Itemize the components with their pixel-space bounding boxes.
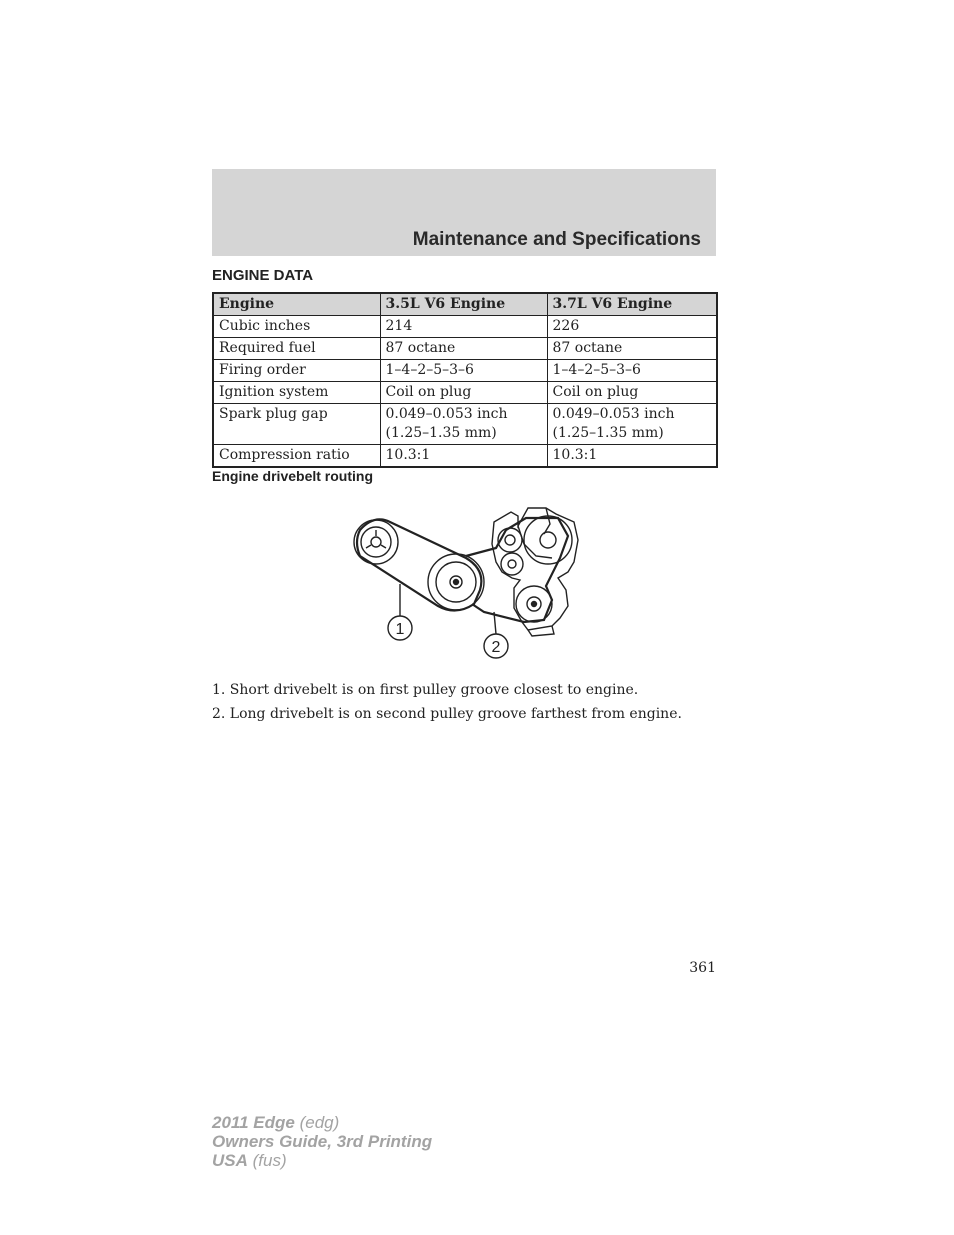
table-cell: 226	[547, 316, 717, 338]
cell-line: 0.049–0.053 inch	[385, 406, 508, 422]
compressor-center	[532, 602, 537, 607]
callout-label: 1	[395, 621, 405, 638]
small-pulley-hub	[508, 560, 516, 568]
water-pump-spokes	[366, 530, 386, 548]
cell-line: (1.25–1.35 mm)	[385, 425, 497, 441]
table-row	[213, 445, 717, 468]
accessory-bracket	[492, 508, 578, 630]
column-header: 3.7L V6 Engine	[547, 293, 717, 316]
table-cell: Coil on plug	[380, 382, 547, 404]
alternator-hub	[540, 532, 556, 548]
bracket-detail	[518, 526, 552, 558]
drivebelt-routing-diagram	[346, 500, 586, 665]
table-cell: Coil on plug	[547, 382, 717, 404]
column-header: 3.5L V6 Engine	[380, 293, 547, 316]
table-cell: Required fuel	[213, 338, 380, 360]
footer-market: USA	[212, 1151, 248, 1170]
table-row	[213, 404, 717, 445]
table-row	[213, 316, 717, 338]
engine-data-table	[212, 292, 718, 468]
column-header: Engine	[213, 293, 380, 316]
footer-line	[212, 1132, 432, 1151]
footer-edition: Owners Guide, 3rd Printing	[212, 1132, 433, 1151]
section-title: ENGINE DATA	[212, 267, 314, 284]
table-cell	[380, 404, 547, 445]
footer-market-code: (fus)	[252, 1151, 287, 1170]
footer	[212, 1113, 432, 1170]
crankshaft-center	[454, 580, 459, 585]
table-header-row	[213, 293, 717, 316]
table-cell: 1–4–2–5–3–6	[547, 360, 717, 382]
table-row	[213, 382, 717, 404]
list-item: 1. Short drivebelt is on first pulley groove closest to engine.	[212, 682, 639, 698]
table-row	[213, 338, 717, 360]
table-cell: Firing order	[213, 360, 380, 382]
table-cell: 1–4–2–5–3–6	[380, 360, 547, 382]
subsection-title: Engine drivebelt routing	[212, 468, 374, 484]
table-cell: Cubic inches	[213, 316, 380, 338]
cell-line: (1.25–1.35 mm)	[552, 425, 664, 441]
table-row	[213, 360, 717, 382]
page-number: 361	[689, 960, 716, 976]
cell-line: 0.049–0.053 inch	[552, 406, 675, 422]
footer-model-code: (edg)	[299, 1113, 340, 1132]
table-cell: 10.3:1	[547, 445, 717, 468]
table-cell: Ignition system	[213, 382, 380, 404]
footer-model: 2011 Edge	[212, 1113, 295, 1132]
table-cell: 87 octane	[380, 338, 547, 360]
table-cell: Spark plug gap	[213, 404, 380, 445]
footer-line	[212, 1113, 432, 1132]
list-item: 2. Long drivebelt is on second pulley groove farthest from engine.	[212, 706, 682, 722]
water-pump-hub	[371, 537, 381, 547]
bracket-detail	[544, 508, 550, 534]
chapter-header	[212, 169, 716, 256]
small-pulley	[501, 553, 523, 575]
table-cell	[547, 404, 717, 445]
table-cell: Compression ratio	[213, 445, 380, 468]
table-cell: 10.3:1	[380, 445, 547, 468]
table-cell: 214	[380, 316, 547, 338]
callout-label: 2	[491, 639, 501, 656]
idler-hub	[505, 535, 515, 545]
chapter-title: Maintenance and Specifications	[412, 229, 701, 250]
footer-line	[212, 1151, 432, 1170]
table-cell: 87 octane	[547, 338, 717, 360]
drivebelt-notes	[212, 681, 682, 729]
